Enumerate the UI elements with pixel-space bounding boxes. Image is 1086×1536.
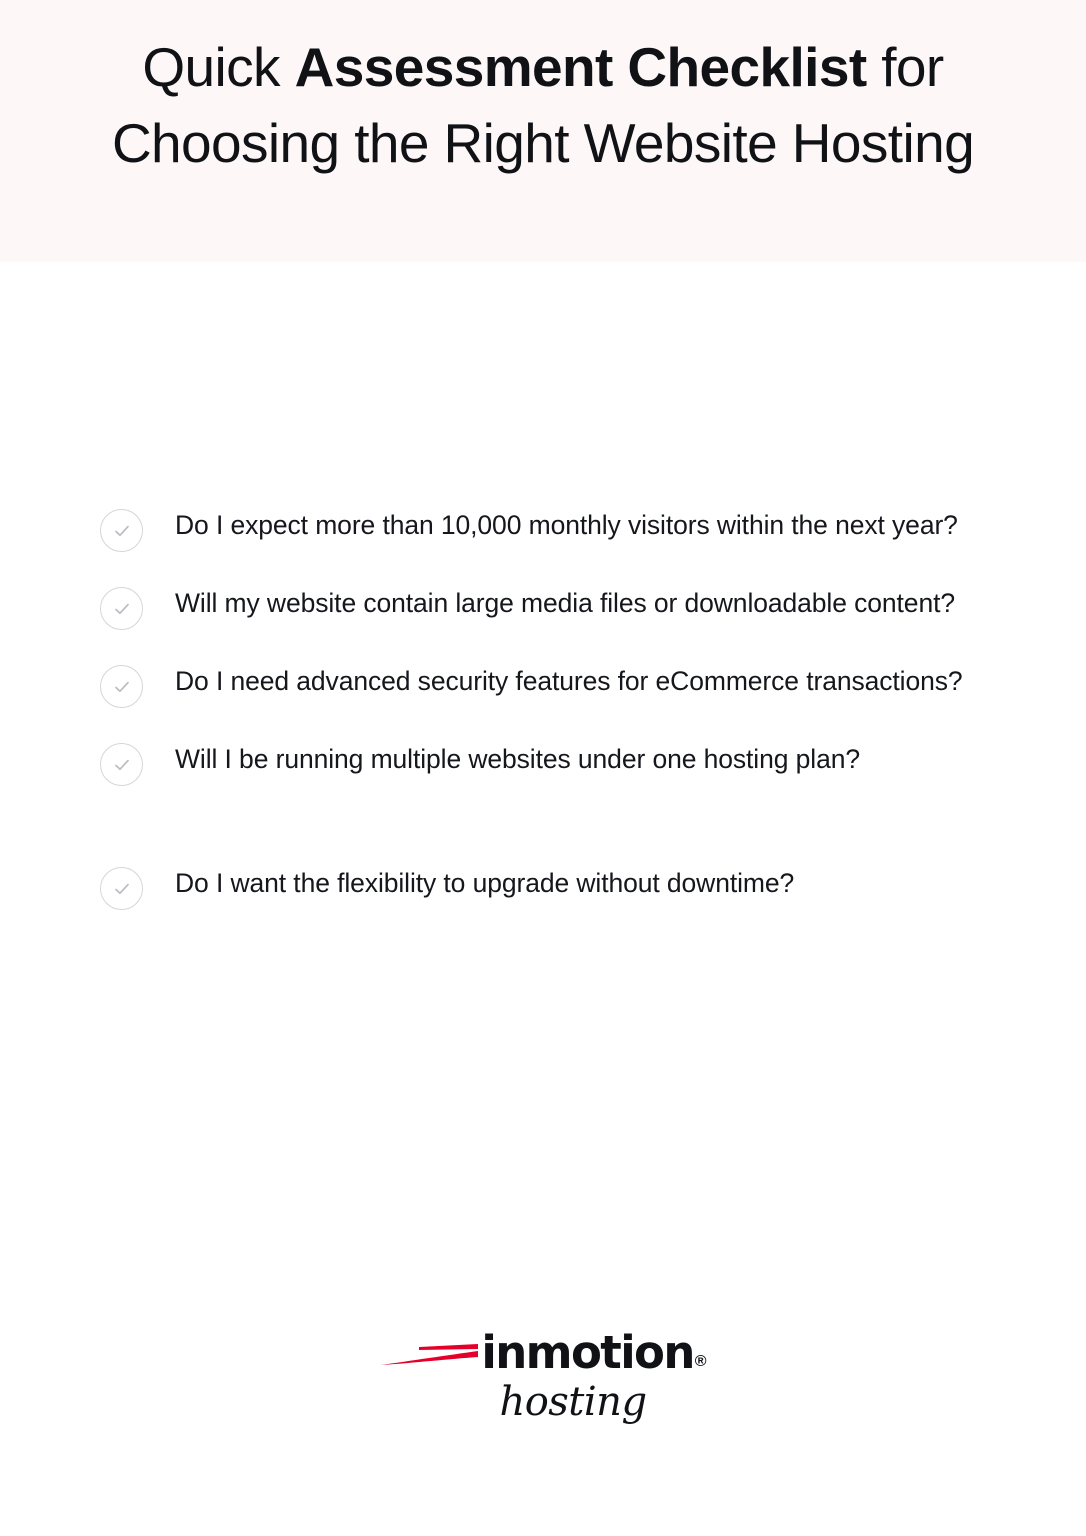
logo-registered-mark: ®	[694, 1353, 707, 1370]
checklist	[100, 505, 1000, 941]
list-item[interactable]	[100, 661, 1000, 708]
list-item[interactable]	[100, 583, 1000, 630]
list-item-label: Do I need advanced security features for eCommerce transactions?	[175, 666, 963, 696]
check-circle-icon	[100, 665, 143, 708]
list-item-label: Do I want the flexibility to upgrade without downtime?	[175, 868, 795, 898]
list-item-label: Will my website contain large media files or downloadable content?	[175, 588, 955, 618]
header-band	[0, 0, 1086, 262]
check-circle-icon	[100, 867, 143, 910]
check-circle-icon	[100, 743, 143, 786]
list-item[interactable]	[100, 863, 1000, 910]
logo-wordmark: inmotion	[481, 1326, 694, 1379]
logo-row	[379, 1326, 707, 1379]
check-circle-icon	[100, 587, 143, 630]
title-bold: Assessment Checklist	[294, 36, 867, 98]
title-part-1: Quick	[142, 36, 295, 98]
page-title	[70, 30, 1016, 182]
check-circle-icon	[100, 509, 143, 552]
inmotion-swoosh-icon	[379, 1335, 479, 1371]
list-item-label: Will I be running multiple websites under one hosting plan?	[175, 744, 860, 774]
list-item[interactable]	[100, 505, 1000, 552]
list-item-label: Do I expect more than 10,000 monthly visitors within the next year?	[175, 510, 958, 540]
title-part-2: for Choosing the Right Website Hosting	[111, 36, 975, 174]
logo-subtitle: hosting	[499, 1379, 647, 1425]
list-item[interactable]	[100, 739, 1000, 786]
footer-logo	[0, 1326, 1086, 1425]
